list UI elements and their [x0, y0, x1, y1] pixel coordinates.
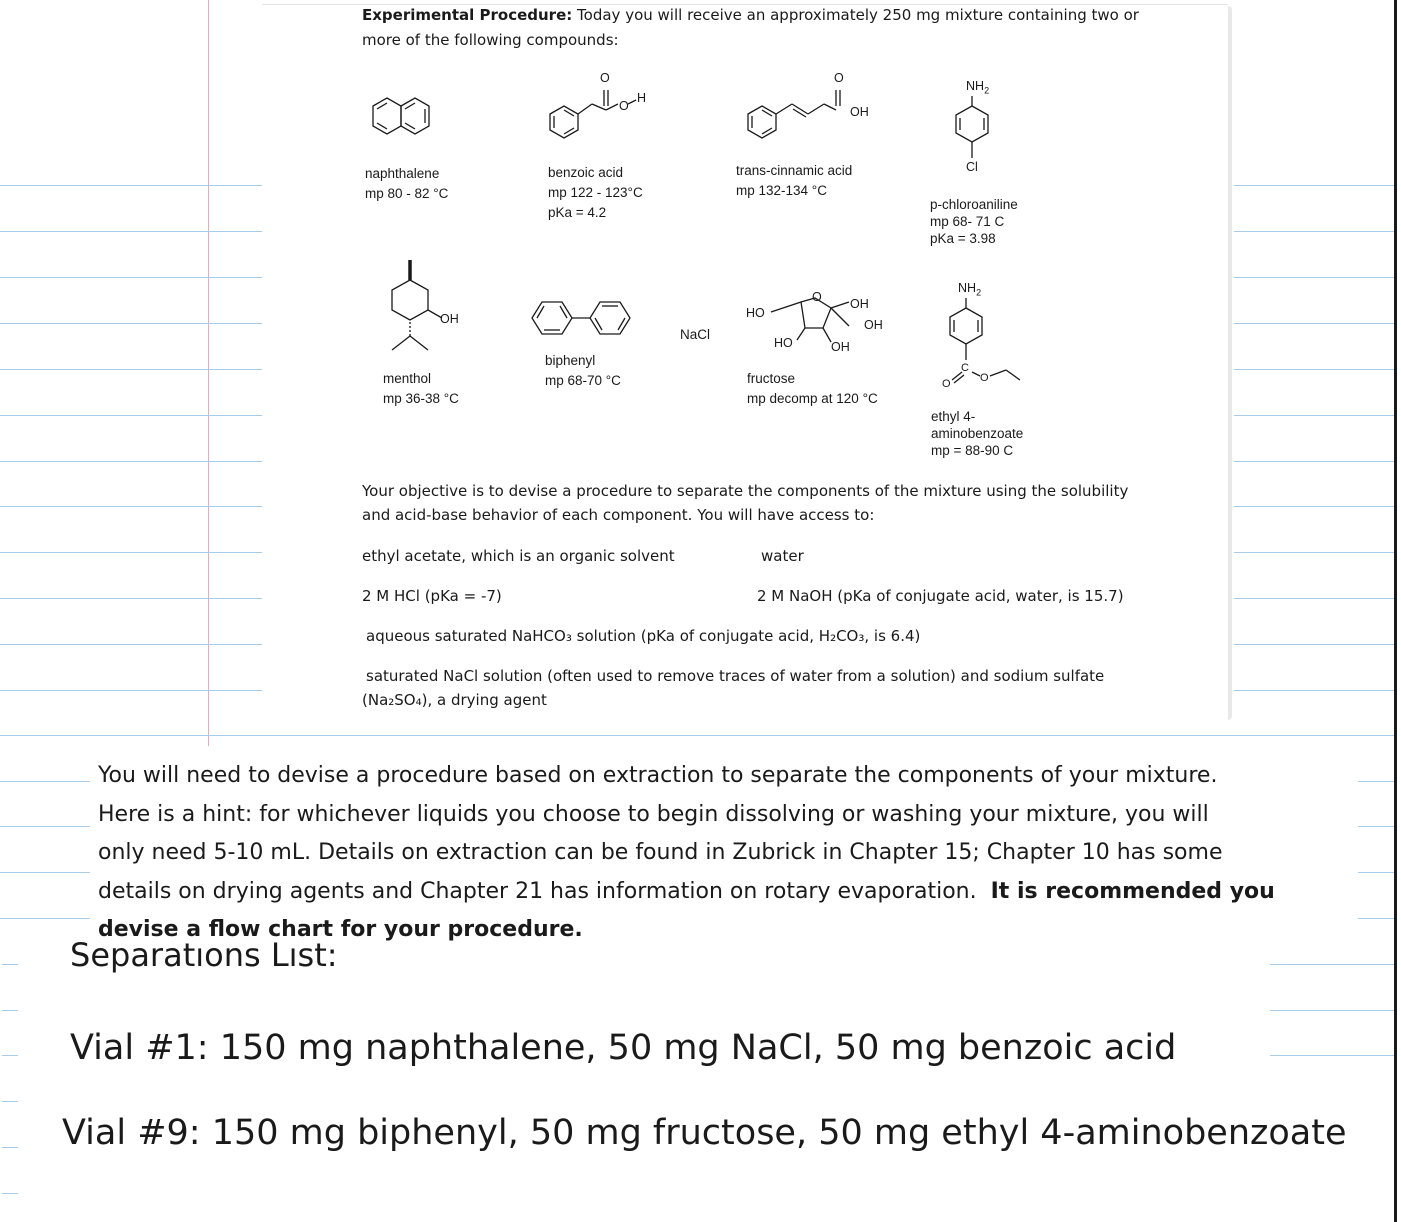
intro-text: Today you will receive an approximately 250 mg mixture containing two or — [577, 6, 1139, 24]
rule-line — [2, 1010, 18, 1011]
vial-9: Vial #9: 150 mg biphenyl, 50 mg fructose, 50 mg ethyl 4-aminobenzoate — [62, 1113, 1347, 1153]
ethyl-aminobenzoate-mp: mp = 88-90 C — [931, 443, 1014, 458]
reagent-naoh: 2 M NaOH (pKa of conjugate acid, water, is 15.7) — [757, 587, 1124, 605]
reagent-nacl-line-1: saturated NaCl solution (often used to remove traces of water from a solution) and sodium sulfate — [366, 667, 1105, 685]
chloroaniline-nh2-subscript: 2 — [984, 85, 990, 96]
fructose-ho-bottom: HO — [774, 336, 793, 350]
rule-line — [0, 690, 262, 691]
intro-line-2: more of the following compounds: — [362, 31, 619, 49]
menthol-structure — [390, 256, 470, 356]
naphthalene-mp: mp 80 - 82 °C — [365, 186, 449, 201]
rule-line — [1234, 506, 1394, 507]
reagent-water: water — [761, 547, 804, 565]
instructions-line-3: only need 5-10 mL. Details on extraction can be found in Zubrick in Chapter 15; Chapter 10 has some — [98, 840, 1223, 865]
rule-line — [0, 598, 262, 599]
rule-line — [0, 826, 90, 827]
biphenyl-structure — [530, 300, 640, 340]
ethyl-aminobenzoate-name-1: ethyl 4- — [931, 409, 976, 424]
fructose-ho-top: HO — [746, 306, 765, 320]
rule-line — [0, 369, 262, 370]
cinnamic-acid-mp: mp 132-134 °C — [736, 183, 827, 198]
ethyl-aminobenzoate-c: C — [961, 362, 969, 374]
fructose-oh-top: OH — [850, 297, 869, 311]
rule-line — [1234, 369, 1394, 370]
rule-line — [1234, 644, 1394, 645]
rule-line — [0, 415, 262, 416]
ethyl-aminobenzoate-nh: NH — [958, 281, 977, 295]
objective-line-1: Your objective is to devise a procedure to separate the components of the mixture using the solubility — [362, 482, 1129, 500]
biphenyl-name: biphenyl — [545, 353, 596, 368]
fructose-name: fructose — [747, 371, 796, 386]
rule-line — [1234, 231, 1394, 232]
ethyl-aminobenzoate-nh2 — [958, 281, 981, 298]
rule-line — [2, 1055, 18, 1056]
instructions-flow-chart: devise a flow chart for your procedure. — [98, 917, 583, 942]
reagent-ethyl-acetate: ethyl acetate, which is an organic solvent — [362, 547, 675, 565]
menthol-name: menthol — [383, 371, 432, 386]
margin-line — [208, 0, 209, 746]
chloroaniline-cl: Cl — [966, 160, 978, 174]
benzoic-acid-pka: pKa = 4.2 — [548, 205, 607, 220]
rule-line — [0, 552, 262, 553]
ethyl-aminobenzoate-o-ester: O — [980, 372, 989, 384]
rule-line — [1234, 415, 1394, 416]
rule-line — [1270, 1055, 1394, 1056]
instructions-paragraph — [98, 757, 1278, 950]
rule-line — [2, 964, 18, 965]
reagent-nahco3: aqueous saturated NaHCO₃ solution (pKa of conjugate acid, H₂CO₃, is 6.4) — [366, 627, 921, 645]
rule-line — [1234, 461, 1394, 462]
rule-line — [0, 461, 262, 462]
rule-line — [1234, 277, 1394, 278]
rule-line — [2, 1101, 18, 1102]
rule-line — [1358, 826, 1394, 827]
rule-line — [0, 872, 90, 873]
rule-line — [0, 323, 262, 324]
ethyl-aminobenzoate-name-2: aminobenzoate — [931, 426, 1024, 441]
rule-line — [0, 735, 1394, 736]
rule-line — [0, 231, 262, 232]
intro-line-1 — [362, 3, 1139, 28]
benzoic-acid-name: benzoic acid — [548, 165, 624, 180]
cinnamic-acid-oh: OH — [850, 105, 869, 119]
rule-line — [1234, 323, 1394, 324]
instructions-line-4 — [98, 873, 1278, 912]
cinnamic-acid-name: trans-cinnamic acid — [736, 163, 853, 178]
fructose-oh-right: OH — [864, 318, 883, 332]
rule-line — [0, 277, 262, 278]
rule-line — [1358, 872, 1394, 873]
reagent-hcl: 2 M HCl (pKa = -7) — [362, 587, 502, 605]
rule-line — [2, 1193, 18, 1194]
chloroaniline-mp: mp 68- 71 C — [930, 214, 1005, 229]
benzoic-acid-mp: mp 122 - 123°C — [548, 185, 643, 200]
rule-line — [1270, 1010, 1394, 1011]
naphthalene-structure — [365, 96, 455, 146]
biphenyl-mp: mp 68-70 °C — [545, 373, 621, 388]
cinnamic-acid-o: O — [834, 71, 844, 85]
ethyl-aminobenzoate-nh2-subscript: 2 — [976, 287, 982, 298]
intro-bold: Experimental Procedure: — [362, 6, 573, 24]
rule-line — [1270, 964, 1394, 965]
chloroaniline-nh2 — [966, 79, 989, 96]
benzoic-acid-o-hydroxyl: O — [619, 99, 629, 113]
rule-line — [0, 506, 262, 507]
vial-1: Vial #1: 150 mg naphthalene, 50 mg NaCl, 50 mg benzoic acid — [70, 1028, 1177, 1068]
benzoic-acid-o-carbonyl: O — [600, 71, 610, 85]
rule-line — [1234, 598, 1394, 599]
separations-title: Separatıons Lıst: — [70, 936, 338, 974]
rule-line — [0, 185, 262, 186]
nacl-name: NaCl — [680, 327, 711, 342]
reagent-nacl-line-2: (Na₂SO₄), a drying agent — [362, 691, 547, 709]
rule-line — [0, 781, 90, 782]
instructions-line-4-text: details on drying agents and Chapter 21 has information on rotary evaporation. — [98, 878, 977, 904]
objective-line-2: and acid-base behavior of each component. You will have access to: — [362, 506, 875, 524]
fructose-ring-o: O — [812, 290, 822, 304]
fructose-mp: mp decomp at 120 °C — [747, 391, 878, 406]
ethyl-aminobenzoate-o-carbonyl: O — [942, 378, 951, 390]
rule-line — [1358, 781, 1394, 782]
benzoic-acid-structure — [548, 76, 658, 146]
menthol-oh: OH — [440, 312, 459, 326]
chloroaniline-pka: pKa = 3.98 — [930, 231, 996, 246]
rule-line — [2, 1147, 18, 1148]
instructions-recommendation: It is recommended you — [990, 878, 1275, 904]
fructose-oh-bottom: OH — [831, 340, 850, 354]
rule-line — [0, 644, 262, 645]
instructions-line-1: You will need to devise a procedure based on extraction to separate the components of your mixture. — [98, 763, 1218, 788]
ethyl-aminobenzoate-structure — [940, 294, 1040, 404]
instructions-line-2: Here is a hint: for whichever liquids you choose to begin dissolving or washing your mixture, you will — [98, 801, 1209, 827]
chloroaniline-nh: NH — [966, 79, 985, 93]
rule-line — [1234, 185, 1394, 186]
rule-line — [1234, 690, 1394, 691]
benzoic-acid-h: H — [637, 91, 647, 105]
rule-line — [1234, 552, 1394, 553]
rule-line — [1358, 918, 1394, 919]
page-edge — [1394, 0, 1397, 1222]
naphthalene-name: naphthalene — [365, 166, 440, 181]
chloroaniline-name: p-chloroaniline — [930, 197, 1018, 212]
menthol-mp: mp 36-38 °C — [383, 391, 459, 406]
rule-line — [0, 918, 90, 919]
